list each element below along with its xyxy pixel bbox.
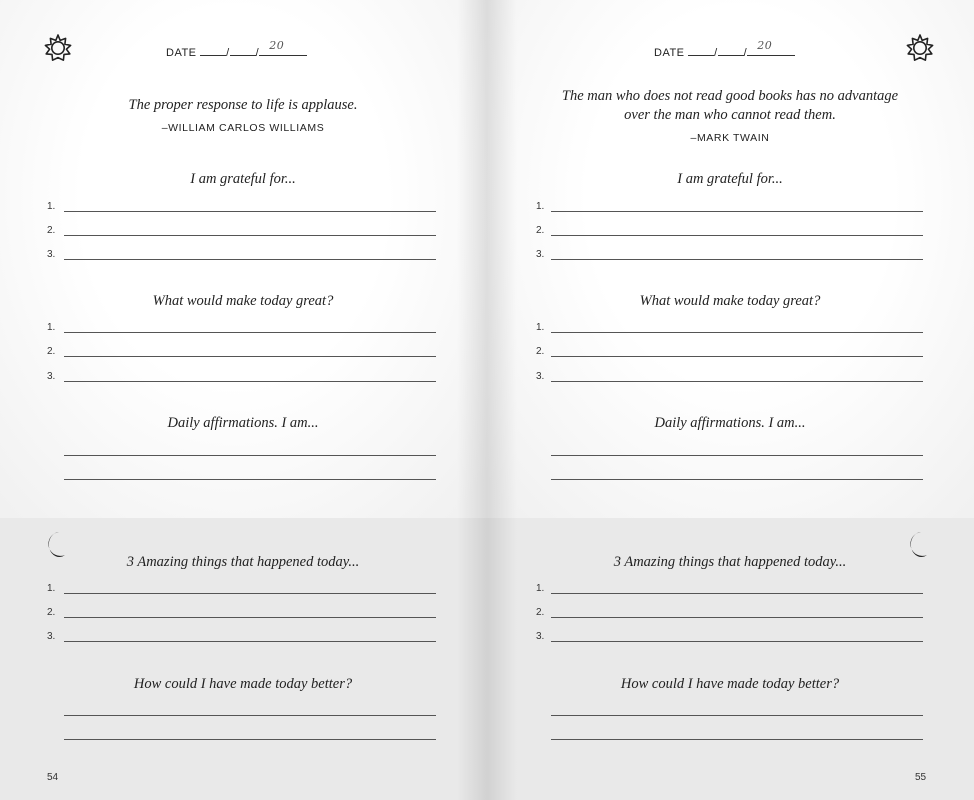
sun-icon [906, 34, 934, 62]
better-line-2[interactable] [551, 739, 923, 740]
list-number: 2. [47, 607, 56, 618]
date-day-blank[interactable] [230, 44, 256, 56]
great-line-1[interactable] [551, 332, 923, 333]
amazing-line-1[interactable] [64, 593, 436, 594]
affirmations-heading: Daily affirmations. I am... [167, 415, 319, 431]
better-line-1[interactable] [64, 715, 436, 716]
list-number: 2. [536, 346, 545, 357]
date-month-blank[interactable] [688, 44, 714, 56]
better-line-1[interactable] [551, 715, 923, 716]
affirmation-line-1[interactable] [551, 455, 923, 456]
list-number: 3. [536, 371, 545, 382]
date-separator: / [226, 47, 230, 59]
great-line-3[interactable] [551, 381, 923, 382]
affirmation-line-1[interactable] [64, 455, 436, 456]
quote-text-line-2: over the man who cannot read them. [624, 107, 836, 123]
date-year-blank[interactable] [747, 39, 795, 56]
page-number: 55 [915, 772, 927, 783]
amazing-line-2[interactable] [64, 617, 436, 618]
page-number: 54 [47, 772, 59, 783]
list-number: 1. [47, 201, 56, 212]
list-number: 2. [536, 225, 545, 236]
date-label: DATE [166, 47, 197, 59]
date-month-blank[interactable] [200, 44, 226, 56]
great-heading: What would make today great? [152, 293, 334, 309]
year-prefix: 20 [269, 39, 285, 52]
amazing-heading: 3 Amazing things that happened today... [126, 554, 360, 570]
date-label: DATE [654, 47, 685, 59]
amazing-heading: 3 Amazing things that happened today... [613, 554, 847, 570]
amazing-line-3[interactable] [551, 641, 923, 642]
better-heading: How could I have made today better? [133, 676, 353, 692]
date-field[interactable] [654, 39, 795, 59]
great-line-2[interactable] [64, 356, 436, 357]
list-number: 2. [47, 225, 56, 236]
quote-author: –WILLIAM CARLOS WILLIAMS [161, 122, 325, 134]
grateful-heading: I am grateful for... [677, 171, 783, 187]
great-line-2[interactable] [551, 356, 923, 357]
affirmation-line-2[interactable] [64, 479, 436, 480]
grateful-line-3[interactable] [551, 259, 923, 260]
affirmations-heading: Daily affirmations. I am... [654, 415, 806, 431]
date-day-blank[interactable] [718, 44, 744, 56]
grateful-line-3[interactable] [64, 259, 436, 260]
sun-icon [44, 34, 72, 62]
list-number: 1. [536, 583, 545, 594]
list-number: 1. [47, 322, 56, 333]
list-number: 2. [47, 346, 56, 357]
year-prefix: 20 [757, 39, 773, 52]
great-line-1[interactable] [64, 332, 436, 333]
great-line-3[interactable] [64, 381, 436, 382]
list-number: 2. [536, 607, 545, 618]
list-number: 3. [47, 631, 56, 642]
list-number: 1. [536, 201, 545, 212]
list-number: 1. [536, 322, 545, 333]
date-separator: / [714, 47, 718, 59]
better-line-2[interactable] [64, 739, 436, 740]
grateful-line-1[interactable] [64, 211, 436, 212]
grateful-line-2[interactable] [64, 235, 436, 236]
grateful-heading: I am grateful for... [190, 171, 296, 187]
list-number: 3. [47, 249, 56, 260]
date-separator: / [743, 47, 748, 59]
affirmation-line-2[interactable] [551, 479, 923, 480]
quote-author: –MARK TWAIN [690, 132, 770, 144]
amazing-line-1[interactable] [551, 593, 923, 594]
great-heading: What would make today great? [639, 293, 821, 309]
amazing-line-3[interactable] [64, 641, 436, 642]
grateful-line-1[interactable] [551, 211, 923, 212]
list-number: 3. [47, 371, 56, 382]
list-number: 3. [536, 631, 545, 642]
date-separator: / [255, 47, 260, 59]
date-year-blank[interactable] [259, 39, 307, 56]
quote-text-line-1: The man who does not read good books has no advantage [561, 88, 899, 104]
grateful-line-2[interactable] [551, 235, 923, 236]
date-field[interactable] [166, 39, 307, 59]
quote-text: The proper response to life is applause. [128, 97, 358, 113]
amazing-line-2[interactable] [551, 617, 923, 618]
list-number: 1. [47, 583, 56, 594]
list-number: 3. [536, 249, 545, 260]
right-page [487, 0, 974, 800]
better-heading: How could I have made today better? [620, 676, 840, 692]
